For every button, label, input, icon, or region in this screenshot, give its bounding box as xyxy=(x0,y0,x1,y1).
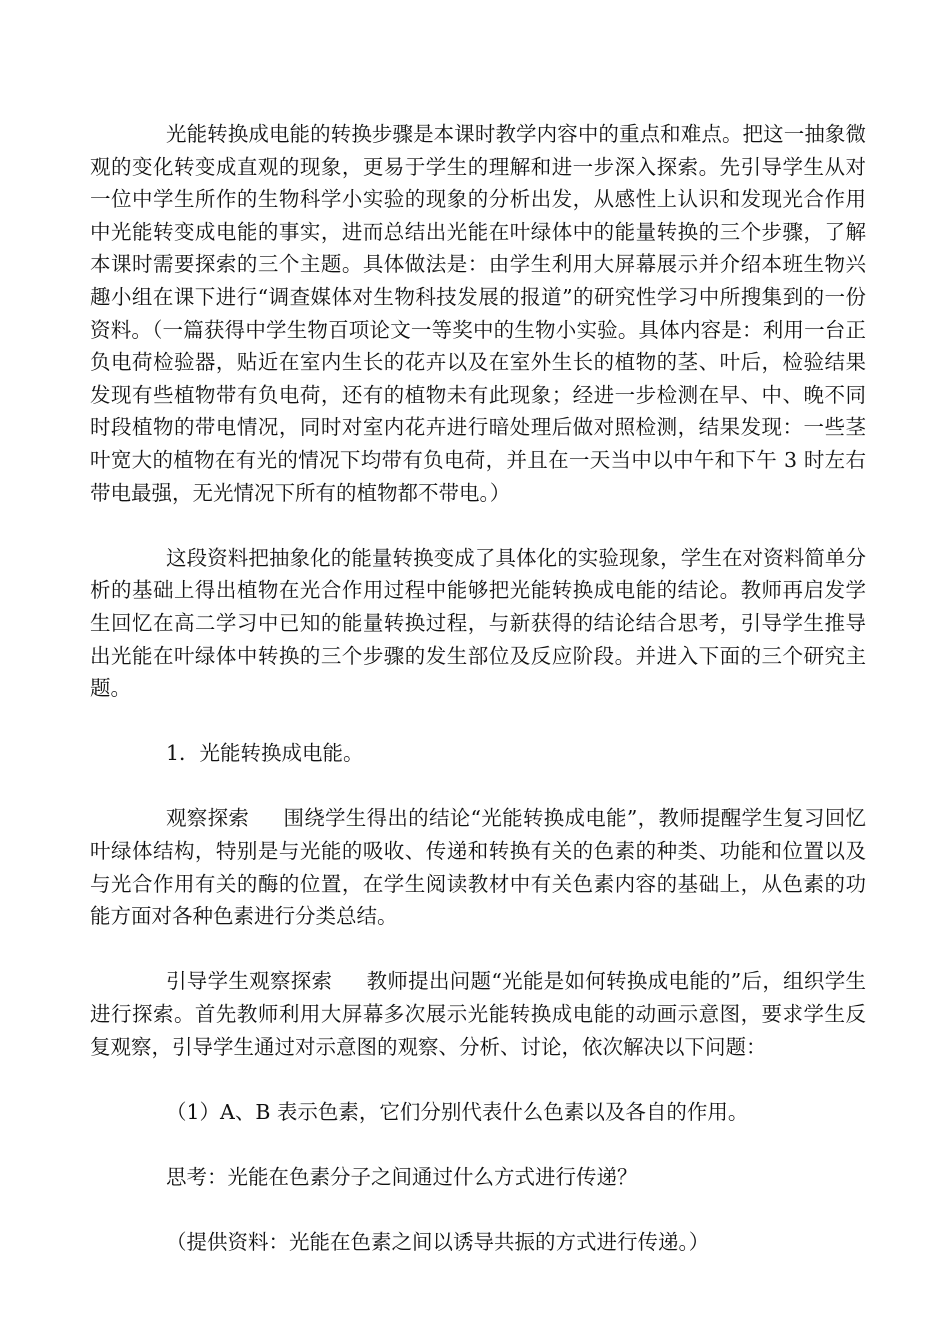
paragraph-guide xyxy=(90,965,866,1063)
document-body xyxy=(90,118,866,1259)
topic-heading-1: 1．光能转换成电能。 xyxy=(166,741,364,766)
paragraph-analysis: 这段资料把抽象化的能量转换变成了具体化的实验现象，学生在对资料简单分析的基础上得出植物在光合作用过程中能够把光能转换成电能的结论。教师再启发学生回忆在高二学习中已知的能量转换过程，与新获得的结论结合思考，引导学生推导出光能在叶绿体中转换的三个步骤的发生部位及反应阶段。并进入下面的三个研究主题。 xyxy=(90,545,866,701)
guide-text: 教师提出问题“光能是如何转换成电能的”后，组织学生进行探索。首先教师利用大屏幕多次展示光能转换成电能的动画示意图，要求学生反复观察，引导学生通过对示意图的观察、分析、讨论，依次解决以下问题： xyxy=(90,969,866,1059)
observe-lead: 观察探索 xyxy=(166,806,250,831)
observe-text: 围绕学生得出的结论“光能转换成电能”，教师提醒学生复习回忆叶绿体结构，特别是与光能的吸收、传递和转换有关的色素的种类、功能和位置以及与光合作用有关的酶的位置，在学生阅读教材中有关色素内容的基础上，从色素的功能方面对各种色素进行分类总结。 xyxy=(90,806,866,929)
think-question: 思考：光能在色素分子之间通过什么方式进行传递？ xyxy=(166,1165,638,1189)
provided-material: （提供资料：光能在色素之间以诱导共振的方式进行传递。） xyxy=(166,1230,710,1255)
paragraph-observe xyxy=(90,802,866,932)
question-1: （1）A、B 表示色素，它们分别代表什么色素以及各自的作用。 xyxy=(166,1099,749,1124)
guide-lead: 引导学生观察探索 xyxy=(166,969,333,994)
paragraph-intro: 光能转换成电能的转换步骤是本课时教学内容中的重点和难点。把这一抽象微观的变化转变成直观的现象，更易于学生的理解和进一步深入探索。先引导学生从对一位中学生所作的生物科学小实验的现象的分析出发，从感性上认识和发现光合作用中光能转变成电能的事实，进而总结出光能在叶绿体中的能量转换的三个步骤，了解本课时需要探索的三个主题。具体做法是：由学生利用大屏幕展示并介绍本班生物兴趣小组在课下进行“调查媒体对生物科技发展的报道”的研究性学习中所搜集到的一份资料。（一篇获得中学生物百项论文一等奖中的生物小实验。具体内容是：利用一台正负电荷检验器，贴近在室内生长的花卉以及在室外生长的植物的茎、叶后，检验结果发现有些植物带有负电荷，还有的植物未有此现象；经进一步检测在早、中、晚不同时段植物的带电情况，同时对室内花卉进行暗处理后做对照检测，结果发现：一些茎叶宽大的植物在有光的情况下均带有负电荷，并且在一天当中以中午和下午 3 时左右带电最强，无光情况下所有的植物都不带电。） xyxy=(90,122,866,505)
